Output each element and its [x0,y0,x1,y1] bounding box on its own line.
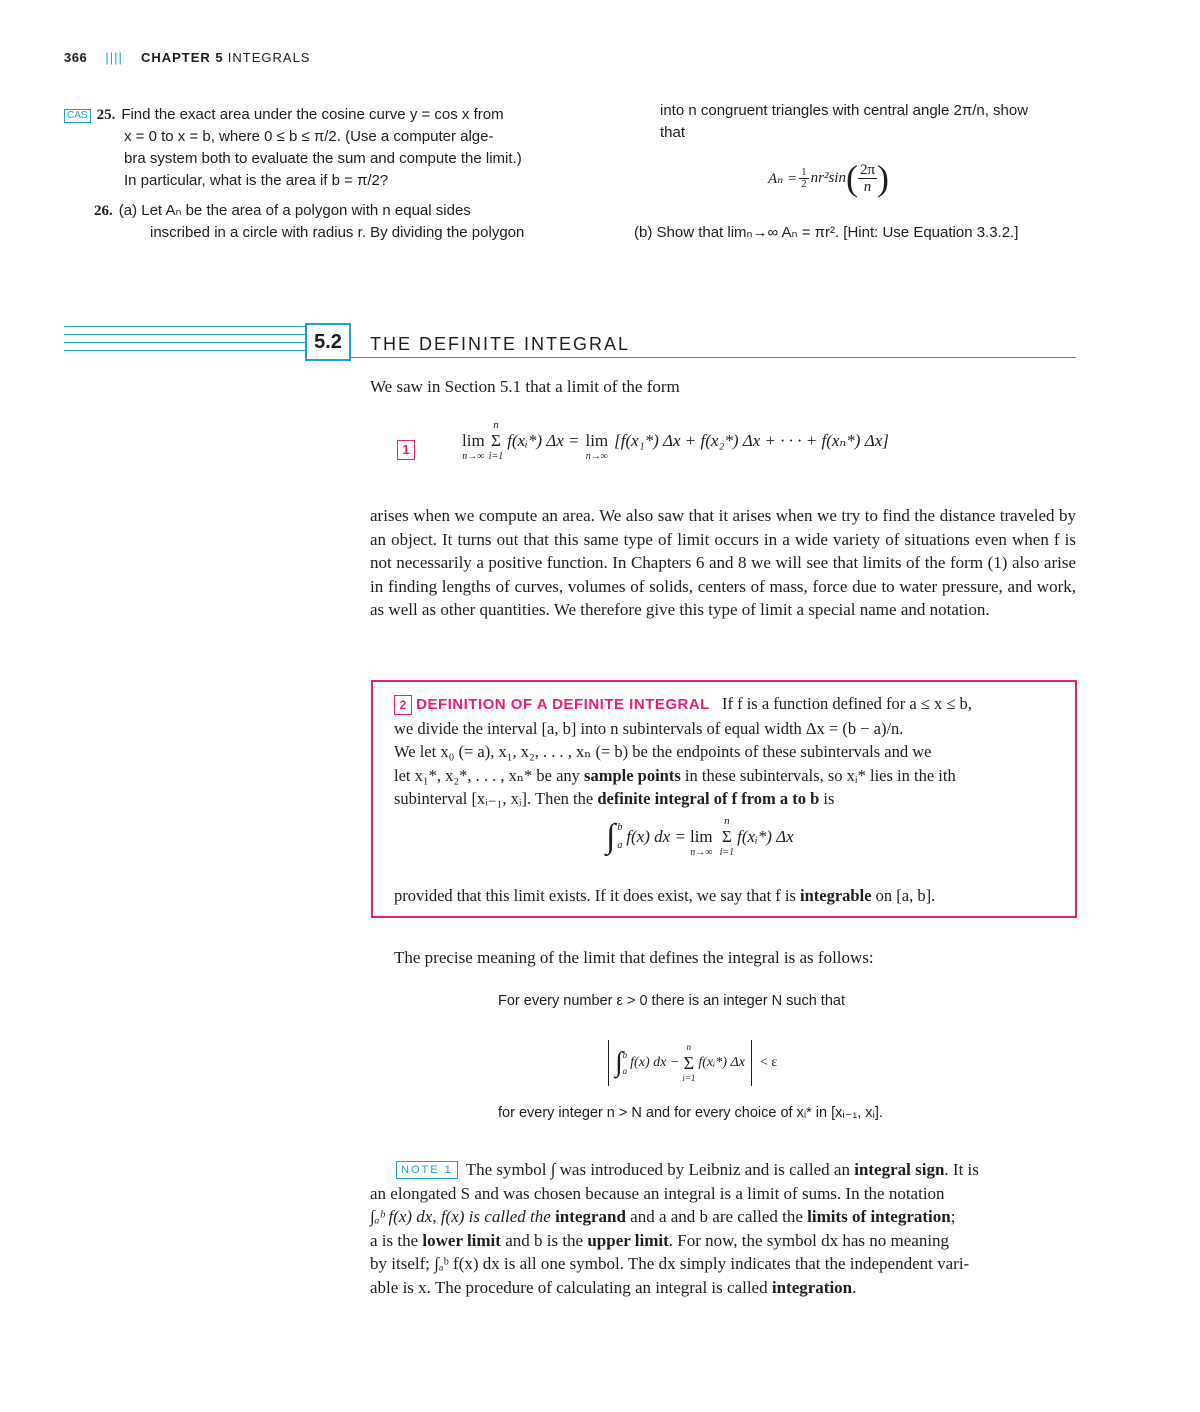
intro-text: We saw in Section 5.1 that a limit of the form [370,377,680,396]
epsilon-formula [608,1040,777,1086]
section-title: THE DEFINITE INTEGRAL [370,334,631,354]
term-integrand: integrand [555,1207,626,1226]
term-upper-limit: upper limit [587,1230,669,1250]
integral-expression: f(x) dx = [626,827,686,846]
note-1 [370,1158,1076,1299]
exercise-26b [634,222,1074,244]
angle-fraction [858,162,877,195]
definition-text [394,884,1064,908]
sum-term: f(xᵢ*) Δx = [507,431,580,450]
fraction-num: 2π [859,161,876,178]
integral-limits: b a [617,822,623,851]
term-lower-limit: lower limit [422,1230,501,1250]
heading-rule [64,342,305,343]
polygon-area-formula [768,160,889,196]
note-text: able is x. The procedure of calculating an integral is called [370,1277,772,1297]
note-text: ; [950,1207,956,1226]
riemann-term: f(xᵢ*) Δx [737,827,794,846]
note-text: by itself; ∫ₐᵇ f(x) dx is all one symbol. The dx simply indicates that the independent vari- [370,1254,970,1273]
heading-rule [64,350,305,351]
formula-lhs: Aₙ = [768,170,798,187]
term-sample-points: sample points [584,765,681,785]
absolute-value [608,1040,752,1086]
term-integration: integration [771,1277,853,1297]
sum-operator: n Σ i=1 [719,815,735,858]
precise-line: For every number ε > 0 there is an integer N such that [498,993,845,1009]
exercise-text: bra system both to evaluate the sum and compute the limit.) [124,150,522,167]
header-bars: |||| [105,50,123,65]
limit-operator: lim n→∞ [462,431,485,462]
exercise-text: In particular, what is the area if b = π/2? [124,172,389,189]
equation-label [397,440,415,460]
definition-number: 2 [394,695,412,715]
integral-sign: ∫ [615,1047,623,1078]
exercise-25 [64,104,564,192]
note-text: . For now, the symbol dx has no meaning [668,1230,950,1250]
note-text: a is the [370,1230,423,1250]
riemann-term: f(xᵢ*) Δx [698,1055,745,1070]
definite-integral-formula [606,816,794,858]
note-badge: NOTE 1 [396,1161,458,1179]
definition-line: We let x₀ (= a), x₁, x₂, . . . , xₙ (= b) be the endpoints of these subintervals and we [394,742,932,761]
definition-line: is [819,789,835,808]
exercise-text: that [660,124,686,141]
note-text: and b is the [500,1230,588,1250]
fraction-den: 2 [801,177,807,190]
definition-title: DEFINITION OF A DEFINITE INTEGRAL [416,696,710,713]
definition-text [394,692,1064,811]
cas-badge: CAS [64,109,91,123]
definition-line: we divide the interval [a, b] into n subintervals of equal width Δx = (b − a)/n. [394,718,904,738]
heading-rule [64,334,305,335]
note-text: ∫ₐᵇ f(x) dx, f(x) is called the [370,1207,556,1226]
exercise-text: into n congruent triangles with central angle 2π/n, show [660,102,1029,119]
fraction-den: n [863,178,872,195]
exercise-text: inscribed in a circle with radius r. By dividing the polygon [150,224,525,241]
epsilon-relation: < ε [759,1055,778,1070]
riemann-sum-expanded: [f(x₁*) Δx + f(x₂*) Δx + · · · + f(xₙ*) Δx] [614,431,889,450]
half-fraction [799,167,809,190]
heading-rule [64,326,305,327]
exercise-text: (a) Let Aₙ be the area of a polygon with n equal sides [118,202,471,219]
running-header [64,50,310,65]
term-definite-integral: definite integral of f from a to b [597,789,820,808]
chapter-label: CHAPTER 5 [140,50,224,65]
paragraph: arises when we compute an area. We also saw that it arises when we try to find the distance traveled by an object. It turns out that this same type of limit occurs in a wide variety of situations even when f is not necessarily a positive function. In Chapters 6 and 8 we will see that limits of the form (1) also arise in finding lengths of curves, volumes of solids, centers of mass, force due to water pressure, and work, as well as other quantities. We therefore give this type of limit a special name and notation. [370,506,1076,619]
heading-rule [351,357,1076,358]
integral-limits: b a [622,1050,628,1076]
integral-sign: ∫ [606,818,616,855]
integral-expression: f(x) dx − [630,1055,680,1070]
definition-line: If f is a function defined for a ≤ x ≤ b, [721,694,972,713]
definition-line: in these subintervals, so xᵢ* lies in the ith [680,765,956,785]
exercise-number: 26. [94,203,113,219]
limit-operator: lim n→∞ [689,827,713,858]
precise-intro: The precise meaning of the limit that defines the integral is as follows: [394,948,874,967]
note-text: an elongated S and was chosen because an integral is a limit of sums. In the notation [370,1183,945,1203]
note-text: and a and b are called the [625,1207,808,1226]
section-number: 5.2 [314,331,342,353]
page-number: 366 [64,50,88,65]
left-paren: ( [845,158,858,198]
sum-operator: n Σ i=1 [682,1042,696,1083]
definition-line: provided that this limit exists. If it does exist, we say that f is [394,886,801,905]
sum-operator: n Σ i=1 [488,419,504,462]
term-limits-of-integration: limits of integration [807,1207,951,1226]
note-text: . [852,1277,857,1297]
term-integral-sign: integral sign [854,1160,945,1179]
exercise-text: (b) Show that limₙ→∞ Aₙ = πr². [Hint: Use Equation 3.3.2.] [634,224,1019,241]
precise-line: for every integer n > N and for every choice of xᵢ* in [xᵢ₋₁, xᵢ]. [498,1105,883,1121]
exercise-text: Find the exact area under the cosine curve y = cos x from [121,106,504,123]
right-paren: ) [877,158,890,198]
exercise-number: 25. [96,107,116,123]
note-text: . It is [944,1160,979,1179]
exercise-text: x = 0 to x = b, where 0 ≤ b ≤ π/2. (Use a computer alge- [124,128,494,145]
definition-line: let x₁*, x₂*, . . . , xₙ* be any [394,765,585,785]
equation-1 [462,420,889,462]
definition-line: on [a, b]. [871,886,936,905]
chapter-title: INTEGRALS [227,50,311,65]
note-text: The symbol ∫ was introduced by Leibniz and is called an [465,1160,855,1179]
limit-operator: lim n→∞ [585,431,609,462]
exercise-26 [94,200,574,244]
exercise-26-continued [660,100,1080,144]
section-number-box [305,323,351,361]
fraction-num: 1 [801,165,807,178]
term-integrable: integrable [800,886,872,905]
formula-mid: nr²sin [810,169,846,186]
definition-line: subinterval [xᵢ₋₁, xᵢ]. Then the [394,789,598,808]
equation-number: 1 [397,440,415,460]
